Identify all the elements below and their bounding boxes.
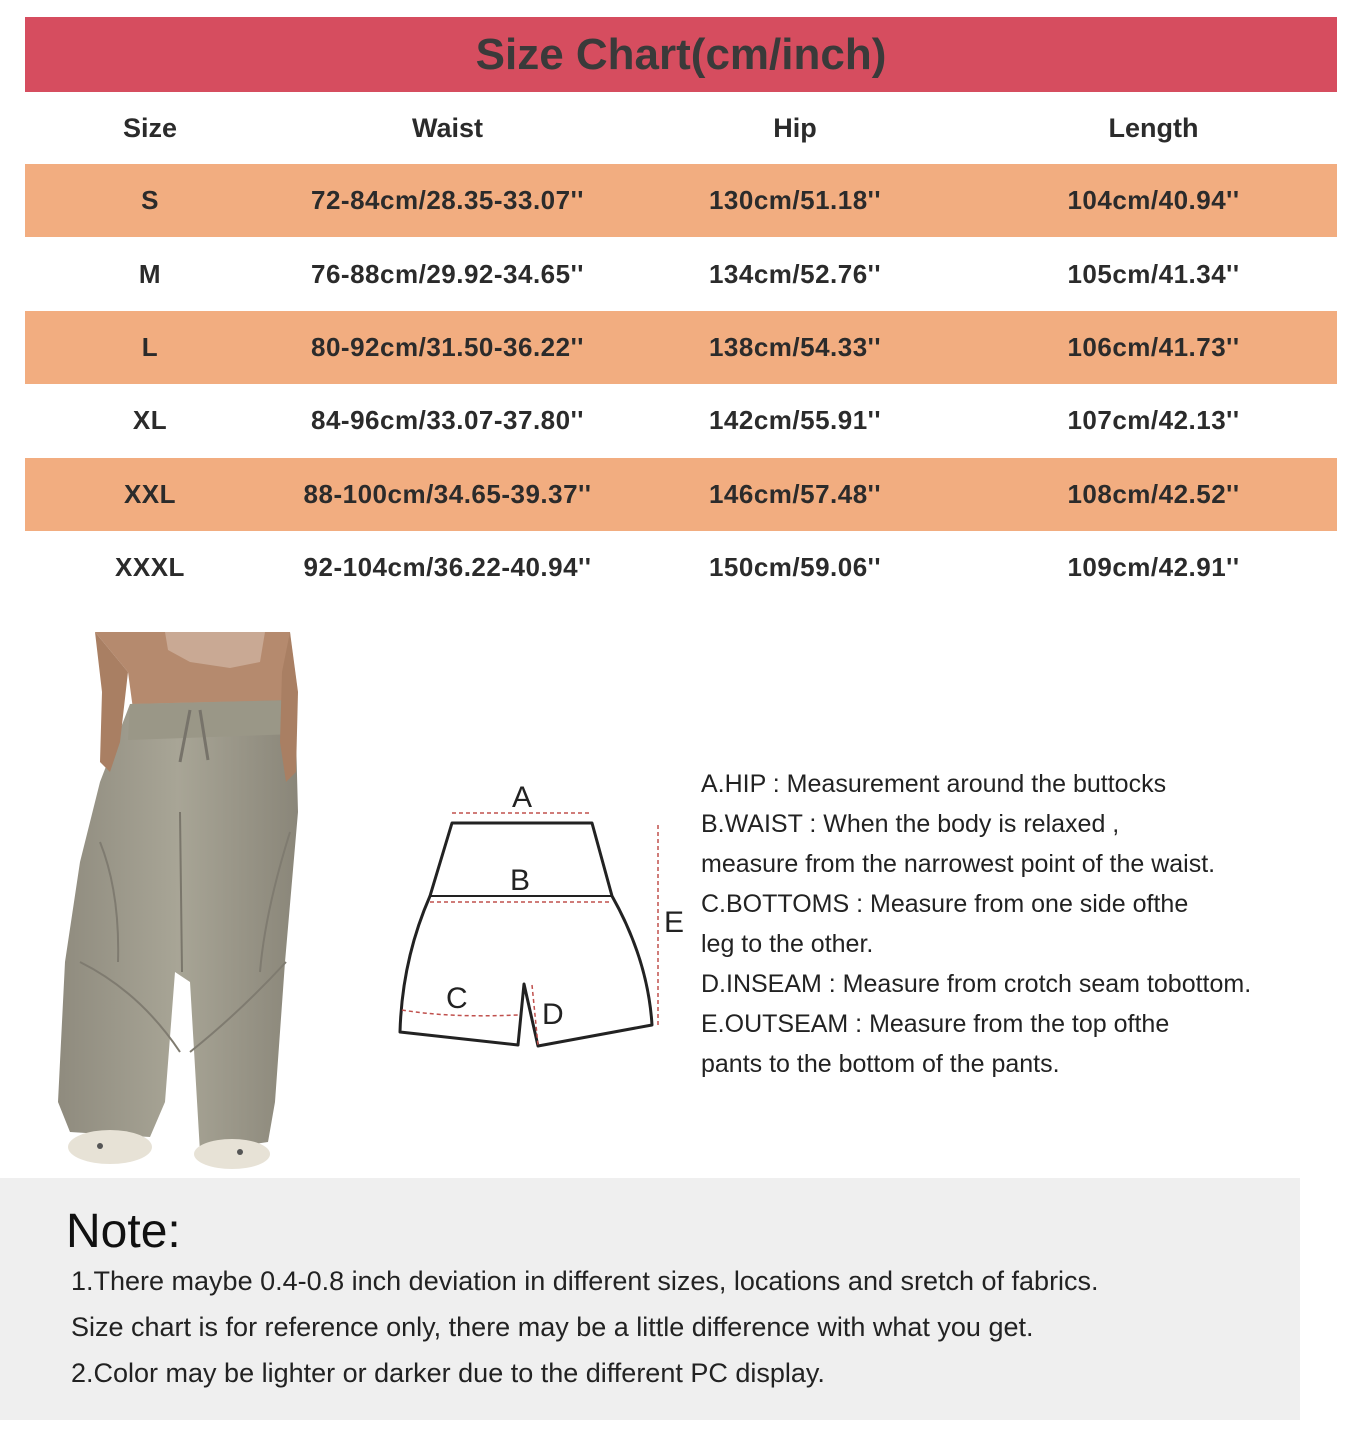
hip-cell: 130cm/51.18'' bbox=[708, 185, 882, 216]
waist-cell: 84-96cm/33.07-37.80'' bbox=[311, 405, 584, 436]
waist-cell: 88-100cm/34.65-39.37'' bbox=[303, 478, 592, 509]
note-line: Size chart is for reference only, there may be a little difference with what you get. bbox=[71, 1312, 1034, 1342]
definition-line: A.HIP : Measurement around the buttocks bbox=[701, 770, 1167, 798]
size-cell: XL bbox=[132, 405, 168, 436]
header-length: Length bbox=[1108, 112, 1199, 143]
length-cell: 107cm/42.13'' bbox=[1067, 405, 1240, 436]
hip-cell: 146cm/57.48'' bbox=[708, 478, 882, 509]
definition-line: D.INSEAM : Measure from crotch seam tobottom. bbox=[701, 970, 1252, 998]
title-bar bbox=[25, 17, 1337, 92]
table-row bbox=[25, 458, 1337, 531]
length-cell: 106cm/41.73'' bbox=[1067, 331, 1240, 362]
note-line: 2.Color may be lighter or darker due to the different PC display. bbox=[71, 1358, 825, 1388]
label-e: E bbox=[664, 906, 685, 939]
definition-line: B.WAIST : When the body is relaxed , bbox=[701, 810, 1120, 838]
length-cell: 104cm/40.94'' bbox=[1067, 185, 1240, 216]
length-cell: 105cm/41.34'' bbox=[1067, 258, 1240, 289]
table-row bbox=[25, 384, 1337, 457]
header-hip: Hip bbox=[773, 112, 817, 143]
waist-cell: 80-92cm/31.50-36.22'' bbox=[311, 331, 584, 362]
size-cell: M bbox=[138, 258, 162, 289]
size-cell: L bbox=[141, 331, 159, 362]
measurement-definitions bbox=[701, 764, 1321, 1084]
hip-cell: 134cm/52.76'' bbox=[708, 258, 882, 289]
definition-line: C.BOTTOMS : Measure from one side ofthe bbox=[701, 890, 1189, 918]
table-row bbox=[25, 164, 1337, 237]
table-header-row bbox=[25, 92, 1337, 164]
note-text bbox=[71, 1258, 1099, 1396]
length-cell: 109cm/42.91'' bbox=[1067, 552, 1240, 583]
note-title: Note: bbox=[66, 1205, 181, 1258]
size-cell: XXL bbox=[123, 478, 177, 509]
measurement-diagram bbox=[390, 770, 690, 1070]
waist-cell: 92-104cm/36.22-40.94'' bbox=[303, 552, 592, 583]
size-cell: S bbox=[141, 185, 159, 216]
hip-cell: 150cm/59.06'' bbox=[708, 552, 882, 583]
header-size: Size bbox=[122, 112, 178, 143]
waist-cell: 72-84cm/28.35-33.07'' bbox=[311, 185, 584, 216]
hip-cell: 138cm/54.33'' bbox=[708, 331, 882, 362]
length-cell: 108cm/42.52'' bbox=[1067, 478, 1240, 509]
definition-line: pants to the bottom of the pants. bbox=[701, 1050, 1060, 1078]
label-d: D bbox=[542, 998, 564, 1031]
label-b: B bbox=[510, 864, 531, 897]
table-row bbox=[25, 531, 1337, 604]
size-table bbox=[25, 92, 1337, 604]
model-photo bbox=[40, 632, 300, 1177]
waist-cell: 76-88cm/29.92-34.65'' bbox=[311, 258, 584, 289]
page-title: Size Chart(cm/inch) bbox=[475, 29, 887, 79]
hip-cell: 142cm/55.91'' bbox=[708, 405, 882, 436]
definition-line: measure from the narrowest point of the waist. bbox=[701, 850, 1216, 878]
note-line: 1.There maybe 0.4-0.8 inch deviation in different sizes, locations and sretch of fabrics. bbox=[71, 1266, 1099, 1296]
definition-line: leg to the other. bbox=[701, 930, 874, 958]
table-row bbox=[25, 237, 1337, 310]
definition-line: E.OUTSEAM : Measure from the top ofthe bbox=[701, 1010, 1170, 1038]
label-a: A bbox=[512, 781, 533, 814]
label-c: C bbox=[446, 982, 468, 1015]
table-row bbox=[25, 311, 1337, 384]
header-waist: Waist bbox=[411, 112, 483, 143]
size-cell: XXXL bbox=[115, 552, 185, 583]
